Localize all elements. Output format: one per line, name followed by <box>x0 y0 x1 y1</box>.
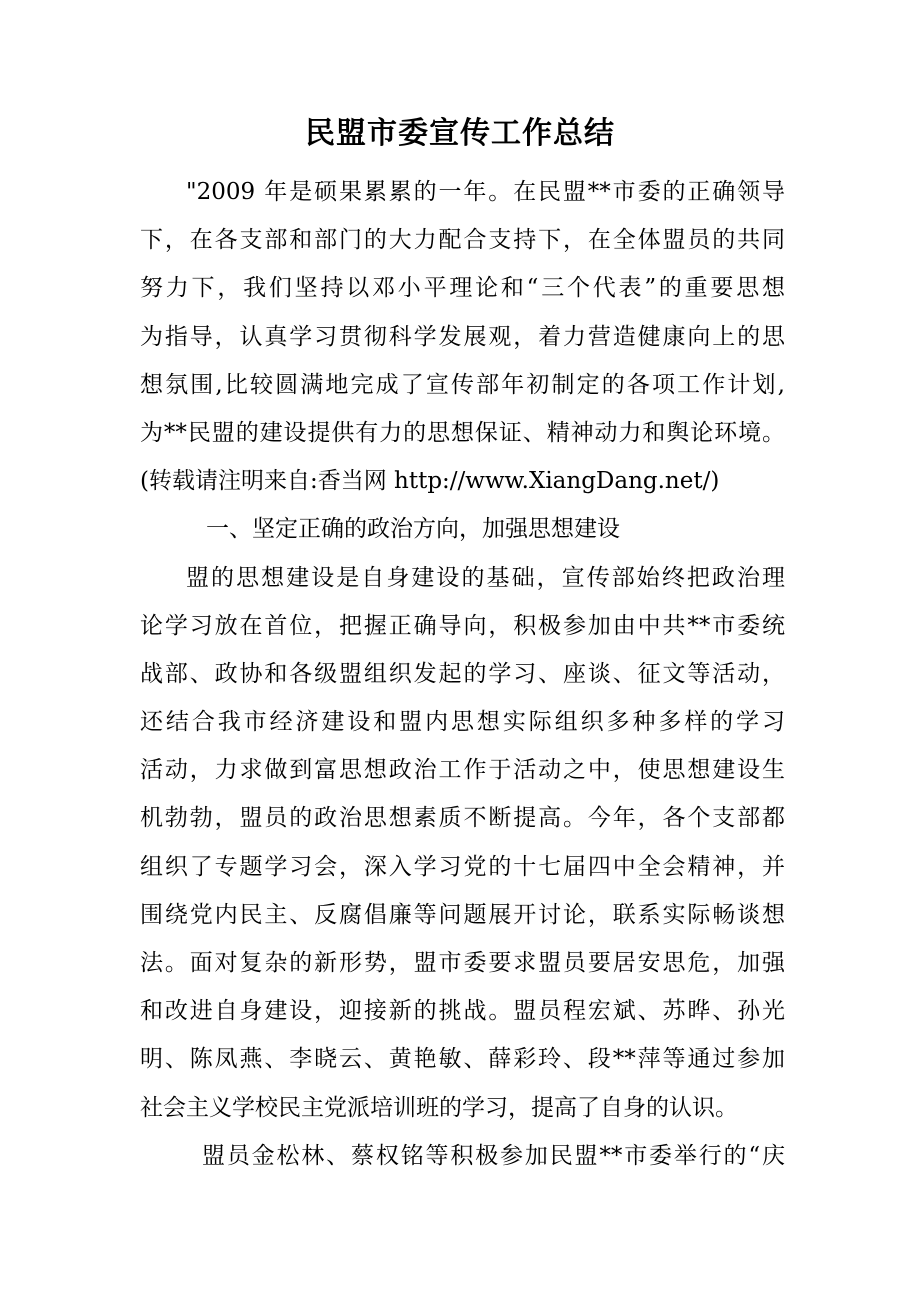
text-line: 还结合我市经济建设和盟内思想实际组织多种多样的学习 <box>140 709 785 736</box>
text-line: 明、陈凤燕、李晓云、黄艳敏、薛彩玲、段**萍等通过参加 <box>140 1046 785 1073</box>
text-line: 论学习放在首位，把握正确导向，积极参加由中共**市委统 <box>140 612 785 639</box>
text-line: 组织了专题学习会，深入学习党的十七届四中全会精神，并 <box>140 853 785 880</box>
document-body <box>140 168 785 1180</box>
text-line: 围绕党内民主、反腐倡廉等问题展开讨论，联系实际畅谈想 <box>140 901 785 928</box>
text-line: 社会主义学校民主党派培训班的学习，提高了自身的认识。 <box>140 1094 738 1121</box>
text-line: 盟的思想建设是自身建设的基础，宣传部始终把政治理 <box>186 564 785 591</box>
text-line: 为指导，认真学习贯彻科学发展观，着力营造健康向上的思 <box>140 323 785 350</box>
text-line: 下，在各支部和部门的大力配合支持下，在全体盟员的共同 <box>140 227 785 254</box>
document-title: 民盟市委宣传工作总结 <box>305 116 615 151</box>
text-line: 战部、政协和各级盟组织发起的学习、座谈、征文等活动， <box>140 660 785 687</box>
text-line: 活动，力求做到富思想政治工作于活动之中，使思想建设生 <box>140 757 785 784</box>
text-line: "2009 年是硕果累累的一年。在民盟**市委的正确领导 <box>186 179 785 205</box>
text-line: 盟员金松林、蔡权铭等积极参加民盟**市委举行的“庆 <box>202 1142 785 1169</box>
text-line: (转载请注明来自:香当网 http://www.XiangDang.net/) <box>140 468 720 495</box>
text-line: 想氛围,比较圆满地完成了宣传部年初制定的各项工作计划, <box>140 371 785 398</box>
text-line: 为**民盟的建设提供有力的思想保证、精神动力和舆论环境。 <box>140 419 785 446</box>
text-line: 机勃勃，盟员的政治思想素质不断提高。今年，各个支部都 <box>140 805 785 832</box>
section-heading: 一、坚定正确的政治方向，加强思想建设 <box>206 516 620 543</box>
text-line: 努力下，我们坚持以邓小平理论和“三个代表”的重要思想 <box>140 275 785 302</box>
text-line: 法。面对复杂的新形势，盟市委要求盟员要居安思危，加强 <box>140 950 785 976</box>
text-line: 和改进自身建设，迎接新的挑战。盟员程宏斌、苏晔、孙光 <box>140 998 785 1025</box>
